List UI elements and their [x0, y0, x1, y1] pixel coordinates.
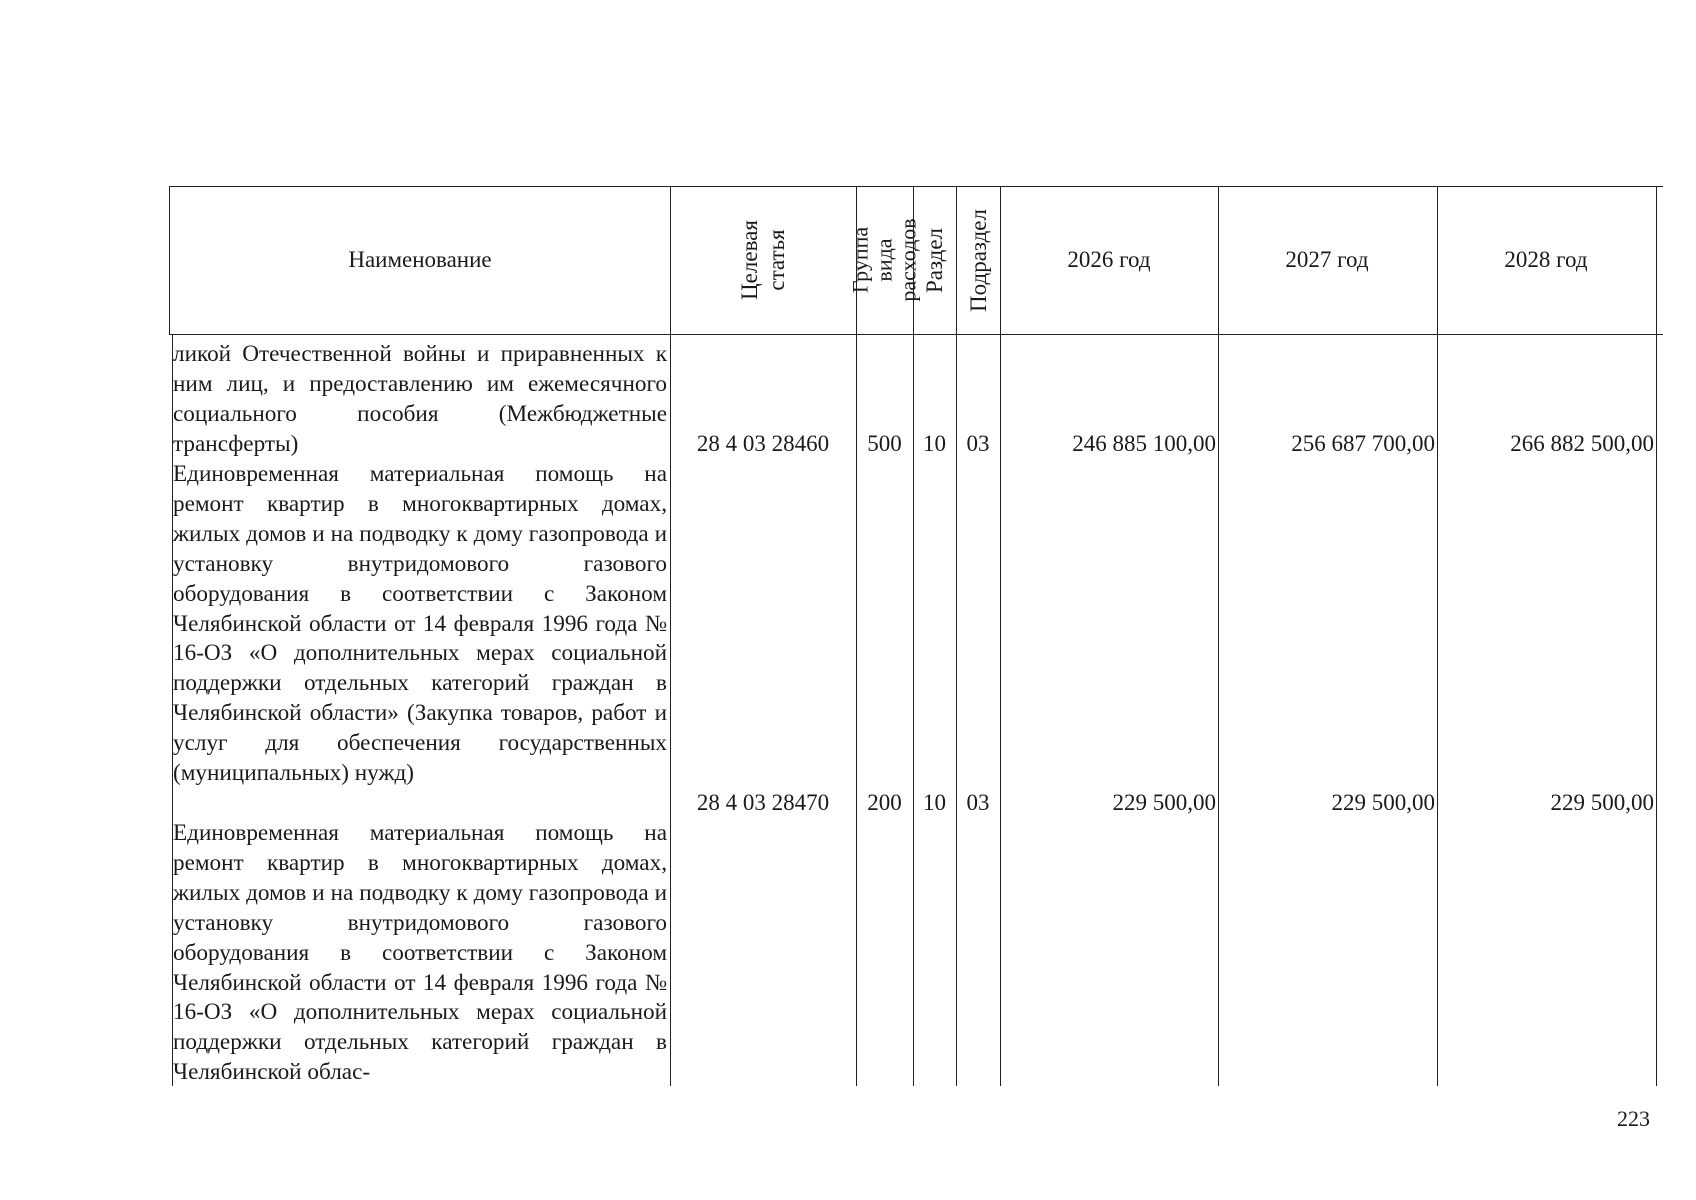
header-section: [913, 186, 956, 334]
row-1-section: 10: [923, 431, 946, 456]
row-2-expense-group: 200: [867, 790, 902, 815]
row-2-name: Единовременная материальная помощь на ремонт квартир в многоквартирных домах, жилых домов и на подводку к дому газопровода и установку внутридомового газового оборудования в соответствии с Законом Челябинской области от 14 февраля 1996 года № 16-ОЗ «О дополнительных мерах социальной поддержки отдельных категорий граждан в Челябинской области» (Закупка товаров, работ и услуг для обеспечения государственных (муниципальных) нужд): [173, 461, 667, 787]
row-2-section: 10: [923, 790, 946, 815]
row-2-2028: 229 500,00: [1550, 790, 1654, 815]
row-2-2027: 229 500,00: [1331, 790, 1435, 815]
header-bottom-border: [169, 334, 1663, 335]
row-1-2027: 256 687 700,00: [1291, 431, 1435, 456]
header-subsection: [956, 186, 1000, 334]
row-1-subsection: 03: [966, 431, 990, 456]
row-1-name: ликой Отечественной войны и приравненных к ним лиц, и предоставлению им ежемесячного социального пособия (Межбюджетные трансферты): [173, 341, 667, 457]
row-2-subsection: 03: [966, 790, 990, 815]
row-2-target-article: 28 4 03 28470: [696, 790, 830, 815]
header-target-article: [670, 186, 856, 334]
row-1-expense-group: 500: [867, 431, 902, 456]
header-name: Наименование: [348, 247, 492, 272]
header-subsection-text: Подраздел: [965, 208, 991, 312]
row-1-target-article: 28 4 03 28460: [696, 431, 830, 456]
header-section-text: Раздел: [922, 227, 947, 293]
row-2-2026: 229 500,00: [1112, 790, 1216, 815]
header-2028: 2028 год: [1504, 247, 1588, 272]
header-target-article-text: Целевая статья: [737, 220, 789, 300]
row-1-2026: 246 885 100,00: [1072, 431, 1216, 456]
row-3-name: Единовременная материальная помощь на ремонт квартир в многоквартирных домах, жилых домов и на подводку к дому газопровода и установку внутридомового газового оборудования в соответствии с Законом Челябинской области от 14 февраля 1996 года № 16-ОЗ «О дополнительных мерах социальной поддержки отдельных категорий граждан в Челябинской облас-: [173, 820, 667, 1086]
row-1-2028: 266 882 500,00: [1510, 431, 1654, 456]
header-expense-group-text: Группа вида расходов: [847, 218, 921, 302]
header-expense-group: [847, 186, 921, 334]
header-2026: 2026 год: [1067, 247, 1151, 272]
page-number: 223: [1617, 1106, 1650, 1131]
col-border-8: [1656, 186, 1657, 1086]
header-2027: 2027 год: [1285, 247, 1369, 272]
